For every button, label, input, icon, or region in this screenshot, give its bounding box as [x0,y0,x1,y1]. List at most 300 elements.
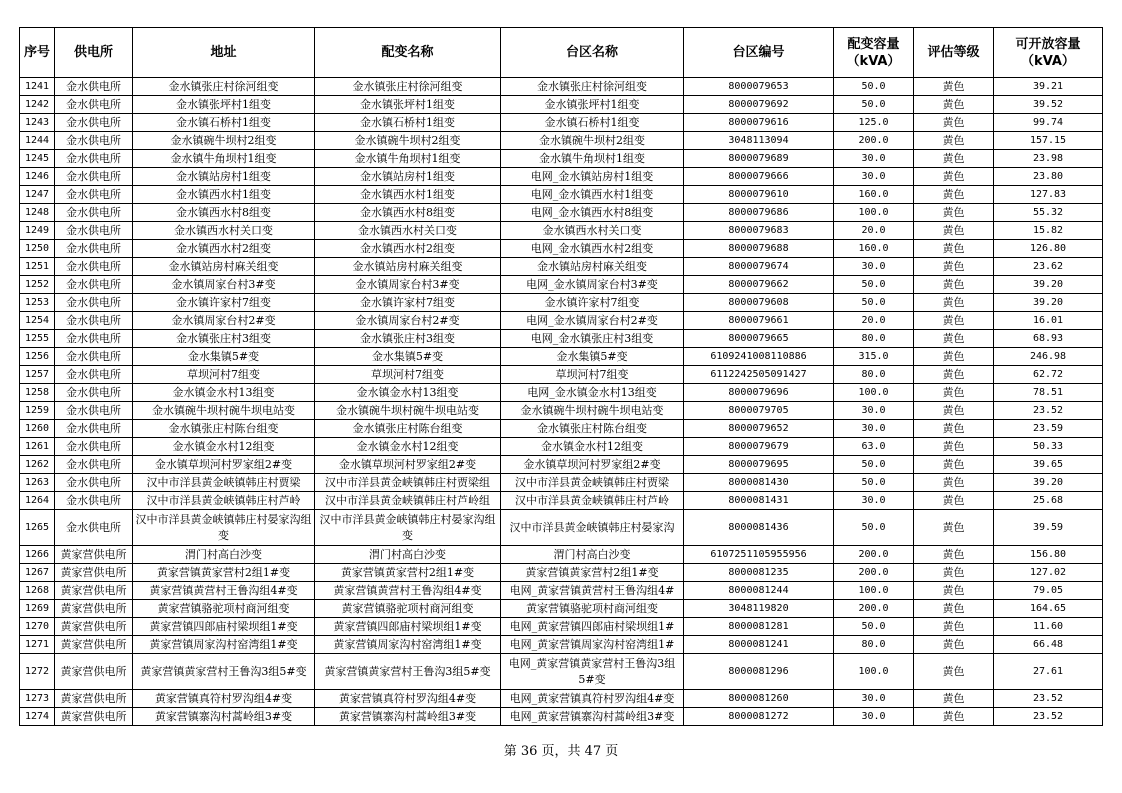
cell-seq: 1268 [20,582,55,600]
cell-area-name: 金水镇西水村关口变 [501,222,684,240]
table-row [20,492,1103,510]
cell-area-code: 8000081260 [684,690,834,708]
header-area-code: 台区编号 [684,28,834,78]
table-row [20,618,1103,636]
cell-open-capacity: 78.51 [994,384,1103,402]
cell-open-capacity: 23.59 [994,420,1103,438]
cell-station: 金水供电所 [55,240,133,258]
cell-grade: 黄色 [914,654,994,690]
cell-area-name: 汉中市洋县黄金峡镇韩庄村芦岭 [501,492,684,510]
cell-area-name: 电网_金水镇张庄村3组变 [501,330,684,348]
table-header-row [20,28,1103,78]
cell-open-capacity: 39.52 [994,96,1103,114]
cell-address: 金水镇张庄村徐河组变 [133,78,315,96]
table-row [20,582,1103,600]
cell-area-code: 8000079688 [684,240,834,258]
cell-station: 金水供电所 [55,294,133,312]
cell-address: 黄家营镇四郎庙村梁坝组1#变 [133,618,315,636]
cell-grade: 黄色 [914,348,994,366]
cell-grade: 黄色 [914,402,994,420]
cell-area-name: 黄家营镇黄家营村2组1#变 [501,564,684,582]
cell-area-code: 8000081281 [684,618,834,636]
cell-capacity: 30.0 [834,690,914,708]
cell-seq: 1261 [20,438,55,456]
cell-capacity: 50.0 [834,78,914,96]
cell-open-capacity: 55.32 [994,204,1103,222]
cell-open-capacity: 23.62 [994,258,1103,276]
cell-area-code: 8000079661 [684,312,834,330]
cell-capacity: 160.0 [834,186,914,204]
table-row [20,168,1103,186]
cell-capacity: 200.0 [834,132,914,150]
cell-station: 金水供电所 [55,420,133,438]
cell-grade: 黄色 [914,618,994,636]
cell-transformer-name: 金水镇西水村2组变 [315,240,501,258]
cell-address: 金水镇站房村1组变 [133,168,315,186]
cell-transformer-name: 金水镇草坝河村罗家组2#变 [315,456,501,474]
table-row [20,150,1103,168]
page-footer: 第 36 页，共 47 页 [503,744,619,759]
cell-address: 金水镇许家村7组变 [133,294,315,312]
cell-transformer-name: 金水集镇5#变 [315,348,501,366]
cell-area-name: 电网_黄家营镇寨沟村蒿岭组3#变 [501,708,684,726]
cell-open-capacity: 68.93 [994,330,1103,348]
cell-address: 金水镇周家台村2#变 [133,312,315,330]
cell-seq: 1255 [20,330,55,348]
cell-area-code: 6107251105955956 [684,546,834,564]
table-row [20,510,1103,546]
cell-open-capacity: 11.60 [994,618,1103,636]
cell-area-code: 8000081272 [684,708,834,726]
cell-open-capacity: 23.80 [994,168,1103,186]
cell-area-code: 8000081436 [684,510,834,546]
cell-address: 黄家营镇黄家营村2组1#变 [133,564,315,582]
cell-area-code: 8000079689 [684,150,834,168]
capacity-table [19,27,1103,726]
cell-grade: 黄色 [914,420,994,438]
cell-area-name: 金水镇许家村7组变 [501,294,684,312]
cell-address: 黄家营镇黄营村王鲁沟组4#变 [133,582,315,600]
cell-grade: 黄色 [914,150,994,168]
cell-transformer-name: 金水镇金水村12组变 [315,438,501,456]
cell-open-capacity: 246.98 [994,348,1103,366]
cell-station: 金水供电所 [55,222,133,240]
cell-capacity: 100.0 [834,582,914,600]
cell-address: 金水镇站房村麻关组变 [133,258,315,276]
cell-area-name: 金水镇碗牛坝村2组变 [501,132,684,150]
cell-seq: 1264 [20,492,55,510]
cell-transformer-name: 金水镇张坪村1组变 [315,96,501,114]
cell-station: 金水供电所 [55,186,133,204]
cell-capacity: 50.0 [834,474,914,492]
cell-open-capacity: 27.61 [994,654,1103,690]
cell-grade: 黄色 [914,636,994,654]
cell-grade: 黄色 [914,510,994,546]
cell-capacity: 30.0 [834,420,914,438]
cell-grade: 黄色 [914,384,994,402]
cell-capacity: 50.0 [834,510,914,546]
cell-area-code: 8000079696 [684,384,834,402]
cell-area-name: 电网_金水镇周家台村2#变 [501,312,684,330]
cell-capacity: 30.0 [834,168,914,186]
cell-station: 金水供电所 [55,312,133,330]
cell-address: 金水镇西水村关口变 [133,222,315,240]
cell-area-code: 8000079692 [684,96,834,114]
cell-transformer-name: 金水镇西水村关口变 [315,222,501,240]
cell-address: 金水镇西水村8组变 [133,204,315,222]
cell-capacity: 100.0 [834,384,914,402]
cell-seq: 1262 [20,456,55,474]
cell-open-capacity: 39.20 [994,474,1103,492]
cell-station: 金水供电所 [55,348,133,366]
cell-grade: 黄色 [914,96,994,114]
cell-address: 金水镇牛角坝村1组变 [133,150,315,168]
cell-station: 金水供电所 [55,366,133,384]
header-transformer-name: 配变名称 [315,28,501,78]
cell-station: 黄家营供电所 [55,708,133,726]
cell-area-code: 8000081430 [684,474,834,492]
cell-transformer-name: 草坝河村7组变 [315,366,501,384]
cell-area-code: 3048119820 [684,600,834,618]
cell-station: 黄家营供电所 [55,654,133,690]
cell-station: 金水供电所 [55,456,133,474]
cell-open-capacity: 156.80 [994,546,1103,564]
cell-transformer-name: 金水镇西水村8组变 [315,204,501,222]
cell-station: 金水供电所 [55,474,133,492]
cell-address: 金水镇金水村13组变 [133,384,315,402]
cell-address: 金水镇西水村1组变 [133,186,315,204]
cell-area-name: 电网_黄家营镇黄家营村王鲁沟3组5#变 [501,654,684,690]
table-row [20,294,1103,312]
cell-transformer-name: 金水镇张庄村3组变 [315,330,501,348]
cell-station: 黄家营供电所 [55,690,133,708]
table-row [20,366,1103,384]
cell-grade: 黄色 [914,600,994,618]
cell-seq: 1272 [20,654,55,690]
cell-station: 金水供电所 [55,492,133,510]
cell-grade: 黄色 [914,438,994,456]
cell-transformer-name: 黄家营镇黄家营村2组1#变 [315,564,501,582]
table-row [20,654,1103,690]
table-row [20,78,1103,96]
cell-area-code: 8000079608 [684,294,834,312]
cell-open-capacity: 23.52 [994,708,1103,726]
cell-station: 金水供电所 [55,168,133,186]
table-row [20,312,1103,330]
cell-area-code: 8000081244 [684,582,834,600]
cell-address: 金水镇金水村12组变 [133,438,315,456]
cell-capacity: 50.0 [834,456,914,474]
header-station: 供电所 [55,28,133,78]
cell-seq: 1244 [20,132,55,150]
header-grade: 评估等级 [914,28,994,78]
cell-area-name: 汉中市洋县黄金峡镇韩庄村贾梁 [501,474,684,492]
cell-seq: 1271 [20,636,55,654]
cell-transformer-name: 黄家营镇真符村罗沟组4#变 [315,690,501,708]
cell-capacity: 315.0 [834,348,914,366]
cell-grade: 黄色 [914,492,994,510]
cell-open-capacity: 39.20 [994,294,1103,312]
cell-seq: 1246 [20,168,55,186]
cell-seq: 1242 [20,96,55,114]
cell-area-code: 8000079662 [684,276,834,294]
cell-capacity: 30.0 [834,150,914,168]
cell-capacity: 100.0 [834,654,914,690]
cell-transformer-name: 金水镇金水村13组变 [315,384,501,402]
cell-address: 汉中市洋县黄金峡镇韩庄村芦岭 [133,492,315,510]
cell-grade: 黄色 [914,564,994,582]
cell-seq: 1270 [20,618,55,636]
cell-seq: 1256 [20,348,55,366]
table-row [20,600,1103,618]
cell-area-code: 8000079695 [684,456,834,474]
cell-address: 金水镇张庄村陈台组变 [133,420,315,438]
cell-area-name: 电网_金水镇周家台村3#变 [501,276,684,294]
cell-seq: 1251 [20,258,55,276]
table-row [20,456,1103,474]
table-body [20,78,1103,726]
cell-seq: 1243 [20,114,55,132]
cell-area-name: 金水镇牛角坝村1组变 [501,150,684,168]
cell-open-capacity: 39.65 [994,456,1103,474]
cell-area-name: 电网_黄家营镇真符村罗沟组4#变 [501,690,684,708]
cell-transformer-name: 金水镇站房村1组变 [315,168,501,186]
cell-capacity: 50.0 [834,276,914,294]
cell-grade: 黄色 [914,474,994,492]
cell-open-capacity: 127.83 [994,186,1103,204]
cell-capacity: 20.0 [834,312,914,330]
header-seq: 序号 [20,28,55,78]
cell-area-code: 8000079666 [684,168,834,186]
cell-area-name: 草坝河村7组变 [501,366,684,384]
cell-open-capacity: 39.21 [994,78,1103,96]
cell-capacity: 50.0 [834,618,914,636]
cell-grade: 黄色 [914,366,994,384]
cell-seq: 1254 [20,312,55,330]
cell-address: 渭门村高白沙变 [133,546,315,564]
cell-area-code: 8000079686 [684,204,834,222]
cell-transformer-name: 汉中市洋县黄金峡镇韩庄村晏家沟组变 [315,510,501,546]
cell-station: 金水供电所 [55,384,133,402]
cell-area-name: 金水镇张庄村徐河组变 [501,78,684,96]
cell-transformer-name: 汉中市洋县黄金峡镇韩庄村芦岭组 [315,492,501,510]
table-row [20,708,1103,726]
cell-grade: 黄色 [914,312,994,330]
cell-seq: 1250 [20,240,55,258]
cell-capacity: 50.0 [834,294,914,312]
cell-area-code: 8000079653 [684,78,834,96]
cell-grade: 黄色 [914,276,994,294]
table-row [20,384,1103,402]
cell-area-name: 黄家营镇骆驼项村商河组变 [501,600,684,618]
cell-address: 金水镇石桥村1组变 [133,114,315,132]
cell-area-name: 汉中市洋县黄金峡镇韩庄村晏家沟 [501,510,684,546]
table-row [20,564,1103,582]
cell-address: 金水镇草坝河村罗家组2#变 [133,456,315,474]
cell-open-capacity: 39.59 [994,510,1103,546]
cell-station: 黄家营供电所 [55,600,133,618]
cell-station: 金水供电所 [55,114,133,132]
header-address: 地址 [133,28,315,78]
cell-grade: 黄色 [914,222,994,240]
cell-grade: 黄色 [914,456,994,474]
cell-grade: 黄色 [914,690,994,708]
cell-station: 金水供电所 [55,204,133,222]
cell-seq: 1267 [20,564,55,582]
cell-station: 黄家营供电所 [55,564,133,582]
cell-grade: 黄色 [914,132,994,150]
cell-transformer-name: 金水镇碗牛坝村碗牛坝电站变 [315,402,501,420]
cell-address: 金水镇张庄村3组变 [133,330,315,348]
cell-open-capacity: 25.68 [994,492,1103,510]
cell-transformer-name: 金水镇周家台村2#变 [315,312,501,330]
cell-address: 黄家营镇真符村罗沟组4#变 [133,690,315,708]
cell-transformer-name: 金水镇牛角坝村1组变 [315,150,501,168]
cell-open-capacity: 39.20 [994,276,1103,294]
cell-address: 金水镇张坪村1组变 [133,96,315,114]
cell-area-name: 金水镇草坝河村罗家组2#变 [501,456,684,474]
cell-area-name: 金水镇站房村麻关组变 [501,258,684,276]
cell-station: 黄家营供电所 [55,636,133,654]
cell-transformer-name: 渭门村高白沙变 [315,546,501,564]
cell-area-name: 金水镇金水村12组变 [501,438,684,456]
cell-area-code: 8000079652 [684,420,834,438]
cell-seq: 1274 [20,708,55,726]
cell-seq: 1259 [20,402,55,420]
cell-grade: 黄色 [914,204,994,222]
cell-open-capacity: 23.98 [994,150,1103,168]
cell-grade: 黄色 [914,582,994,600]
cell-area-code: 8000079610 [684,186,834,204]
cell-area-name: 电网_黄家营镇四郎庙村梁坝组1# [501,618,684,636]
table-row [20,348,1103,366]
cell-open-capacity: 62.72 [994,366,1103,384]
cell-address: 汉中市洋县黄金峡镇韩庄村贾梁 [133,474,315,492]
table-row [20,204,1103,222]
cell-capacity: 80.0 [834,636,914,654]
cell-transformer-name: 汉中市洋县黄金峡镇韩庄村贾梁组 [315,474,501,492]
cell-seq: 1263 [20,474,55,492]
cell-area-name: 电网_金水镇金水村13组变 [501,384,684,402]
cell-area-name: 金水镇碗牛坝村碗牛坝电站变 [501,402,684,420]
table-row [20,186,1103,204]
table-row [20,690,1103,708]
cell-capacity: 30.0 [834,402,914,420]
cell-open-capacity: 16.01 [994,312,1103,330]
cell-area-name: 渭门村高白沙变 [501,546,684,564]
cell-open-capacity: 50.33 [994,438,1103,456]
cell-open-capacity: 164.65 [994,600,1103,618]
cell-station: 金水供电所 [55,402,133,420]
cell-grade: 黄色 [914,240,994,258]
cell-area-name: 金水镇张坪村1组变 [501,96,684,114]
table-row [20,222,1103,240]
cell-transformer-name: 金水镇张庄村徐河组变 [315,78,501,96]
cell-address: 黄家营镇寨沟村蒿岭组3#变 [133,708,315,726]
cell-area-name: 电网_金水镇西水村1组变 [501,186,684,204]
cell-transformer-name: 黄家营镇黄家营村王鲁沟3组5#变 [315,654,501,690]
cell-address: 金水集镇5#变 [133,348,315,366]
cell-grade: 黄色 [914,186,994,204]
cell-area-name: 电网_金水镇站房村1组变 [501,168,684,186]
cell-open-capacity: 79.05 [994,582,1103,600]
cell-transformer-name: 金水镇许家村7组变 [315,294,501,312]
table-row [20,114,1103,132]
cell-area-code: 8000079674 [684,258,834,276]
cell-transformer-name: 黄家营镇四郎庙村梁坝组1#变 [315,618,501,636]
cell-area-code: 3048113094 [684,132,834,150]
cell-grade: 黄色 [914,168,994,186]
cell-area-name: 金水集镇5#变 [501,348,684,366]
cell-station: 金水供电所 [55,132,133,150]
cell-open-capacity: 23.52 [994,402,1103,420]
cell-capacity: 200.0 [834,600,914,618]
cell-transformer-name: 黄家营镇寨沟村蒿岭组3#变 [315,708,501,726]
cell-seq: 1266 [20,546,55,564]
cell-open-capacity: 127.02 [994,564,1103,582]
table-row [20,96,1103,114]
cell-seq: 1260 [20,420,55,438]
cell-seq: 1241 [20,78,55,96]
cell-transformer-name: 金水镇石桥村1组变 [315,114,501,132]
cell-station: 金水供电所 [55,276,133,294]
cell-capacity: 30.0 [834,492,914,510]
cell-area-code: 8000079705 [684,402,834,420]
cell-address: 汉中市洋县黄金峡镇韩庄村晏家沟组变 [133,510,315,546]
cell-address: 金水镇碗牛坝村碗牛坝电站变 [133,402,315,420]
cell-area-code: 8000081296 [684,654,834,690]
cell-capacity: 30.0 [834,708,914,726]
cell-address: 金水镇西水村2组变 [133,240,315,258]
cell-area-name: 电网_黄家营镇黄营村王鲁沟组4# [501,582,684,600]
cell-grade: 黄色 [914,546,994,564]
table-row [20,240,1103,258]
cell-station: 黄家营供电所 [55,618,133,636]
cell-area-code: 8000081235 [684,564,834,582]
cell-area-name: 电网_黄家营镇周家沟村窑湾组1# [501,636,684,654]
cell-capacity: 20.0 [834,222,914,240]
cell-area-name: 金水镇石桥村1组变 [501,114,684,132]
cell-transformer-name: 黄家营镇黄营村王鲁沟组4#变 [315,582,501,600]
cell-station: 金水供电所 [55,258,133,276]
header-area-name: 台区名称 [501,28,684,78]
cell-address: 黄家营镇黄家营村王鲁沟3组5#变 [133,654,315,690]
cell-transformer-name: 金水镇站房村麻关组变 [315,258,501,276]
cell-capacity: 125.0 [834,114,914,132]
table-row [20,132,1103,150]
cell-area-code: 8000081241 [684,636,834,654]
cell-seq: 1252 [20,276,55,294]
cell-seq: 1249 [20,222,55,240]
cell-capacity: 63.0 [834,438,914,456]
cell-seq: 1265 [20,510,55,546]
cell-seq: 1273 [20,690,55,708]
cell-station: 金水供电所 [55,96,133,114]
table-row [20,474,1103,492]
cell-open-capacity: 66.48 [994,636,1103,654]
cell-transformer-name: 黄家营镇骆驼项村商河组变 [315,600,501,618]
table-row [20,438,1103,456]
cell-address: 金水镇周家台村3#变 [133,276,315,294]
cell-seq: 1248 [20,204,55,222]
cell-area-code: 6109241008110886 [684,348,834,366]
cell-transformer-name: 金水镇西水村1组变 [315,186,501,204]
cell-capacity: 50.0 [834,96,914,114]
header-capacity: 配变容量 （kVA） [834,28,914,78]
cell-capacity: 160.0 [834,240,914,258]
cell-area-code: 6112242505091427 [684,366,834,384]
cell-open-capacity: 157.15 [994,132,1103,150]
